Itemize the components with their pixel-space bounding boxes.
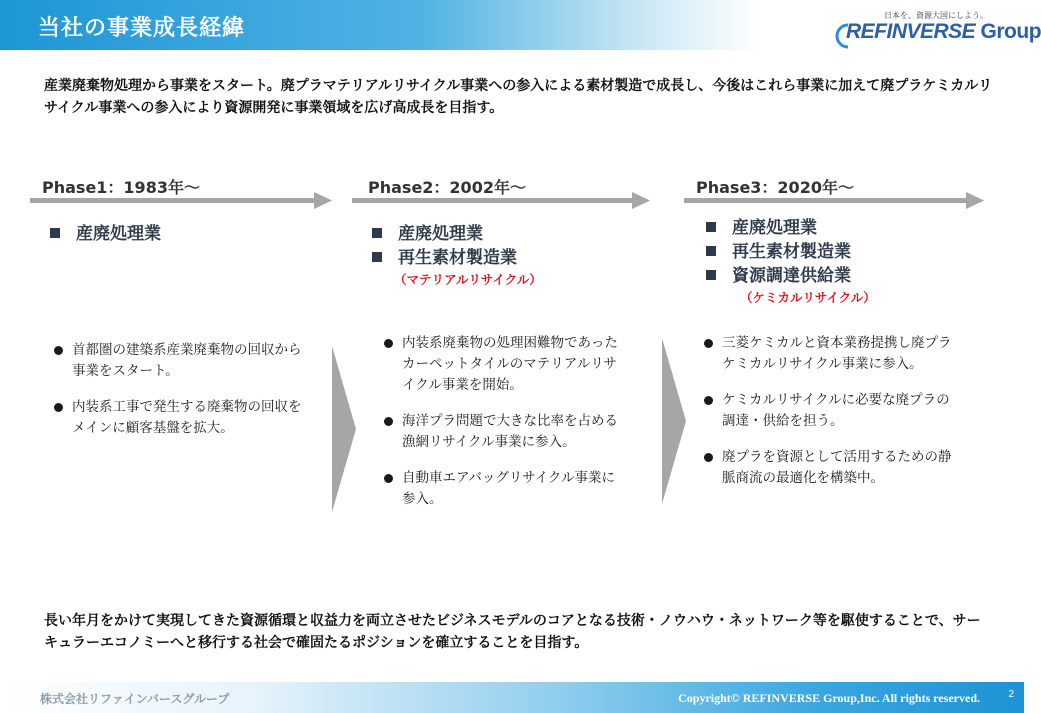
list-item: 海洋プラ問題で大きな比率を占める漁網リサイクル事業に参入。 xyxy=(384,411,628,453)
bullet-dot-icon xyxy=(54,346,63,355)
list-item: 廃プラを資源として活用するための静脈商流の最適化を構築中。 xyxy=(704,447,960,489)
logo-tagline: 日本を、資源大国にしよう。 xyxy=(884,11,988,20)
footer-copyright: Copyright© REFINVERSE Group,Inc. All rights reserved. xyxy=(678,691,980,705)
category-note: （マテリアルリサイクル） xyxy=(394,272,542,287)
category-item: 資源調達供給業 xyxy=(706,264,876,288)
phase1-arrow-icon xyxy=(30,190,332,214)
list-item: 内装系工事で発生する廃棄物の回収をメインに顧客基盤を拡大。 xyxy=(54,397,304,439)
footer-company-name: 株式会社リファインバースグループ xyxy=(40,692,230,706)
chevron-right-icon xyxy=(662,338,686,504)
logo-name: REFINVERSE xyxy=(846,20,976,43)
lead-paragraph: 産業廃棄物処理から事業をスタート。廃プラマテリアルリサイクル事業への参入による素材製造で成長し、今後はこれら事業に加えて廃プラケミカルリサイクル事業への参入により資源開発に事業領域を広げ高成長を目指す。 xyxy=(44,78,993,116)
bullet-dot-icon xyxy=(54,403,63,412)
phase3-bullets xyxy=(704,333,960,504)
list-item: ケミカルリサイクルに必要な廃プラの調達・供給を担う。 xyxy=(704,390,960,432)
phase3-categories xyxy=(706,216,876,306)
closing-paragraph: 長い年月をかけて実現してきた資源循環と収益力を両立させたビジネスモデルのコアとなる技術・ノウハウ・ネットワーク等を駆使することで、サーキュラーエコノミーへと移行する社会で確固たるポジションを確立することを目指す。 xyxy=(44,613,981,651)
bullet-dot-icon xyxy=(704,339,713,348)
phase2-bullets xyxy=(384,333,628,525)
phase1-bullets xyxy=(54,340,304,454)
category-note: （ケミカルリサイクル） xyxy=(740,290,876,305)
phase2-heading: Phase2：2002年～ xyxy=(368,178,526,197)
category-item: 再生素材製造業 xyxy=(706,240,876,264)
chevron-right-icon xyxy=(332,346,356,512)
phase1-heading: Phase1：1983年～ xyxy=(42,178,200,197)
phase3-heading: Phase3：2020年～ xyxy=(696,178,854,197)
square-bullet-icon xyxy=(706,246,716,256)
bullet-dot-icon xyxy=(384,339,393,348)
bullet-dot-icon xyxy=(384,417,393,426)
title-bar xyxy=(0,0,760,50)
phase2-arrow-icon xyxy=(352,190,650,214)
page-number: 2 xyxy=(1008,689,1014,700)
category-item: 再生素材製造業 xyxy=(372,246,542,270)
logo-group: Group xyxy=(975,20,1041,43)
phase1-categories xyxy=(50,222,161,246)
logo-wordmark xyxy=(846,20,1041,44)
square-bullet-icon xyxy=(372,228,382,238)
square-bullet-icon xyxy=(706,222,716,232)
category-item: 産廃処理業 xyxy=(372,222,542,246)
bullet-dot-icon xyxy=(384,474,393,483)
list-item: 自動車エアバッグリサイクル事業に参入。 xyxy=(384,468,628,510)
page-title: 当社の事業成長経緯 xyxy=(38,16,246,41)
phase2-categories xyxy=(372,222,542,288)
category-item: 産廃処理業 xyxy=(706,216,876,240)
phase3-arrow-icon xyxy=(684,190,984,214)
list-item: 三菱ケミカルと資本業務提携し廃プラケミカルリサイクル事業に参入。 xyxy=(704,333,960,375)
bullet-dot-icon xyxy=(704,453,713,462)
square-bullet-icon xyxy=(372,252,382,262)
square-bullet-icon xyxy=(706,270,716,280)
footer xyxy=(0,682,1024,713)
bullet-dot-icon xyxy=(704,396,713,405)
category-item: 産廃処理業 xyxy=(50,222,161,246)
company-logo xyxy=(832,8,1041,52)
list-item: 内装系廃棄物の処理困難物であったカーペットタイルのマテリアルリサイクル事業を開始。 xyxy=(384,333,628,396)
list-item: 首都圏の建築系産業廃棄物の回収から事業をスタート。 xyxy=(54,340,304,382)
square-bullet-icon xyxy=(50,228,60,238)
